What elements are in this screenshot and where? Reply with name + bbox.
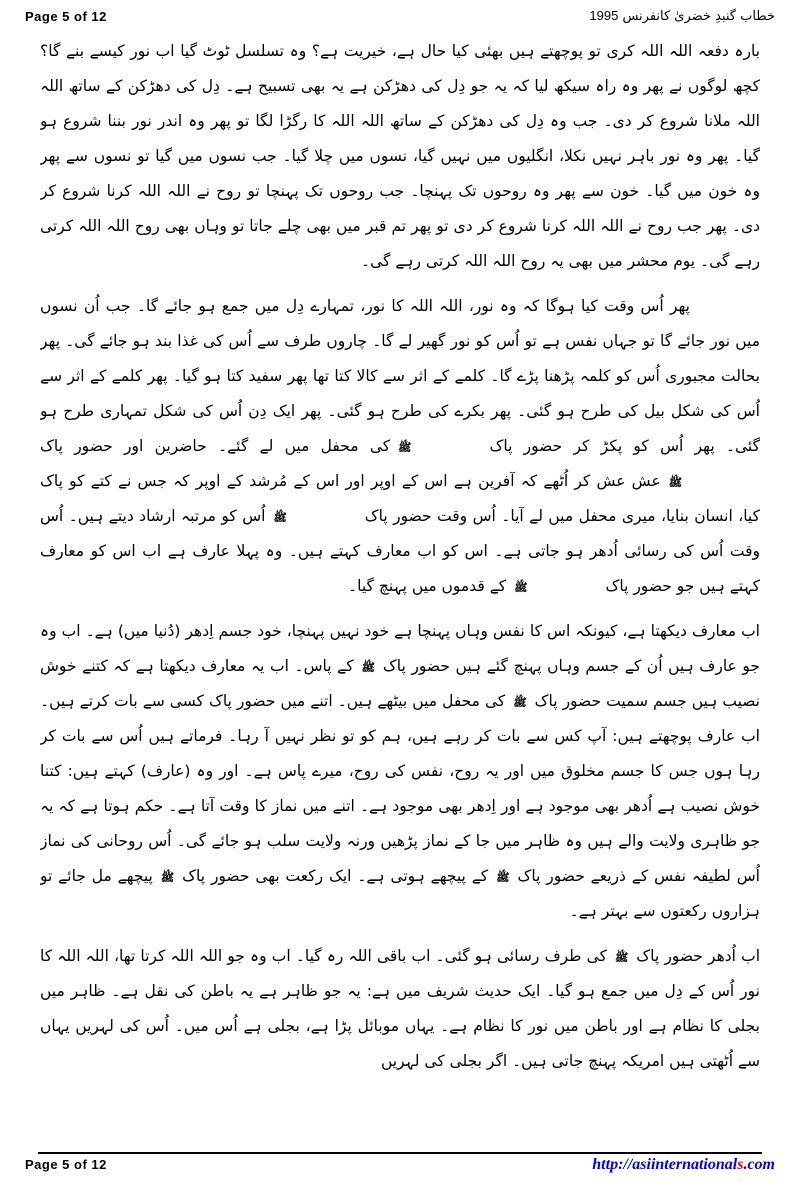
footer-url-suffix: .com — [743, 1156, 775, 1173]
paragraph-3-text-3: کی محفل میں بیٹھے ہیں۔ اتنے میں حضور پاک کسی سے بات کرتے ہیں۔ اب عارف پوچھتے ہیں: آپ کس سے بات کر رہے ہیں، ہم کو تو نظر نہیں آ رہا۔ فرماتے ہیں اُس سے بات کر رہا ہوں جس کا جسم مخلوق میں اور یہ روح، نفس کی روح، میرے پاس ہے۔ اور وہ (عارف) کہتے ہیں: کتنا خوش نصیب ہے اُدھر بھی موجود ہے اور اِدھر بھی موجود ہے۔ اتنے میں نماز کا وقت آتا ہے۔ حکم ہوتا ہے کہ یہ جو ظاہری ولایت والے ہیں وہ ظاہر میں جا کے نماز پڑھیں ورنہ ولایت سلب ہو جائے گی۔ اُس روحانی کی نماز اُس لطیفہ نفس کے ذریعے حضور پاک — [40, 692, 760, 885]
header-year: 1995 — [589, 8, 619, 23]
salutation-icon: ﷺ — [496, 871, 510, 884]
page-header — [0, 0, 800, 30]
paragraph-3-text-5: پیچھے مل جائے تو ہزاروں رکعتوں سے بہتر ہے۔ — [40, 867, 760, 920]
paragraph-2-text-5: کے قدموں میں پہنچ گیا۔ — [348, 577, 507, 595]
paragraph-3-text-2: کے پاس۔ اب یہ معارف دیکھتا ہے کہ کتنے خوش نصیب ہیں جسم سمیت حضور پاک — [40, 657, 760, 710]
paragraph-2-text-3: عش عش کر اُٹھے کہ آفرین ہے اس کے اوپر اور اس کے مُرشد کے اوپر کہ جس نے کتے کو پاک کیا، انسان بنایا، میری محفل میں لے آیا۔ اُس وقت حضور پاک — [40, 472, 760, 525]
paragraph-4-text-2: کی طرف رسائی ہو گئی۔ اب باقی اللہ رہ گیا۔ اب وہ جو اللہ اللہ کرتا تھا، اللہ اللہ کا نور اُس کے دِل میں جمع ہو گیا۔ ایک حدیث شریف میں ہے: یہ جو ظاہر ہے یہ باطن کی نقل ہے۔ ظاہر میں بجلی کا نظام ہے اور باطن میں نور کا نظام ہے۔ یہاں موبائل پڑا ہے، بجلی ہے اُس میں۔ اُس کی لہریں یہاں سے اُٹھتی ہیں امریکہ پہنچ جاتی ہیں۔ اگر بجلی کی لہریں — [40, 947, 760, 1070]
footer-website-link[interactable] — [592, 1155, 775, 1175]
header-document-title — [589, 7, 775, 26]
header-title-text: خطاب گنبدِ خضریٰ کانفرنس — [622, 9, 775, 24]
paragraph-2-text-2: کی محفل میں لے گئے۔ حاضرین اور حضور پاک — [40, 437, 391, 455]
salutation-icon: ﷺ — [160, 871, 175, 884]
footer-url-prefix: http://asiinternational — [592, 1156, 738, 1173]
paragraph-4 — [40, 939, 760, 1079]
salutation-icon: ﷺ — [398, 441, 412, 454]
salutation-icon: ﷺ — [361, 661, 375, 674]
salutation-icon: ﷺ — [513, 696, 527, 709]
footer-divider — [38, 1152, 762, 1154]
document-body — [40, 34, 760, 1144]
footer-page-number: Page 5 of 12 — [25, 1157, 107, 1172]
paragraph-2-text-4: اُس کو مرتبہ ارشاد دیتے ہیں۔ اُس وقت اُس کی رسائی اُدھر ہو جاتی ہے۔ اس کو اب معارف کہتے ہیں۔ وہ پہلا عارف ہے اب اس کو معارف کہتے ہیں جو حضور پاک — [40, 507, 760, 595]
paragraph-1: بارہ دفعہ اللہ اللہ کری تو پوچھتے ہیں بھئی کیا حال ہے، خیریت ہے؟ وہ تسلسل ٹوٹ گیا اب نور کیسے بنے گا؟ کچھ لوگوں نے پھر وہ راہ سیکھ لیا کہ یہ جو دِل کی دھڑکن ہے یہ بھی تسبیح ہے۔ دِل کی دھڑکن کے ساتھ اللہ اللہ ملانا شروع کر دی۔ جب وہ دِل کی دھڑکن کے ساتھ اللہ اللہ کا رگڑا لگا تو پھر وہ اندر نور بننا شروع ہو گیا۔ پھر وہ نور باہر نہیں نکلا، انگلیوں میں نہیں گیا، نسوں میں چلا گیا۔ جب نسوں میں گیا تو نسوں سے پھر وہ خون میں گیا۔ خون سے پھر وہ روحوں تک پہنچا۔ جب روحوں تک پہنچا تو روح نے اللہ اللہ کرنا شروع کر دی۔ پھر جب روح نے اللہ اللہ کرنا شروع کر دی تو پھر تم قبر میں بھی چلے جاتا تو وہاں بھی روح اللہ اللہ کرتی رہے گی۔ یوم محشر میں بھی یہ روح اللہ اللہ کرتی رہے گی۔ — [40, 42, 760, 270]
paragraph-3-text-1: اب معارف دیکھتا ہے، کیونکہ اس کا نفس وہاں پہنچا ہے خود نہیں پہنچا، خود جسم اِدھر (دُنیا میں) ہے۔ اب وہ جو عارف ہیں اُن کے جسم وہاں پہنچ گئے ہیں حضور پاک — [40, 622, 760, 675]
paragraph-2-text-1: پھر اُس وقت کیا ہوگا کہ وہ نور، اللہ اللہ کا نور، تمہارے دِل میں جمع ہو جائے گا۔ جب اُن نسوں میں نور جائے گا تو جہاں نفس ہے تو اُس کو نور گھیر لے گا۔ چاروں طرف سے اُس کی غذا بند ہو جائے گی۔ پھر بحالت مجبوری اُس کو کلمہ پڑھنا پڑے گا۔ کلمے کے اثر سے کالا کتا تھا پھر سفید کتا ہو گیا۔ پھر کلمے کے اثر سے اُس کی شکل بیل کی طرح ہو گئی۔ پھر بکرے کی طرح ہو گئی۔ پھر ایک دِن اُس کی شکل تمہاری طرح ہو گئی۔ پھر اُس کو پکڑ کر حضور پاک — [40, 297, 760, 455]
salutation-icon: ﷺ — [614, 951, 629, 964]
header-page-number: Page 5 of 12 — [25, 9, 107, 24]
paragraph-3-text-4: کے پیچھے ہوتی ہے۔ ایک رکعت بھی حضور پاک — [182, 867, 489, 885]
salutation-icon: ﷺ — [668, 476, 682, 489]
paragraph-4-text-1: اب اُدھر حضور پاک — [636, 947, 760, 965]
salutation-icon: ﷺ — [514, 581, 528, 594]
salutation-icon: ﷺ — [273, 511, 287, 524]
paragraph-3 — [40, 614, 760, 929]
footer-url-highlight: s — [737, 1156, 744, 1173]
paragraph-2 — [40, 289, 760, 604]
